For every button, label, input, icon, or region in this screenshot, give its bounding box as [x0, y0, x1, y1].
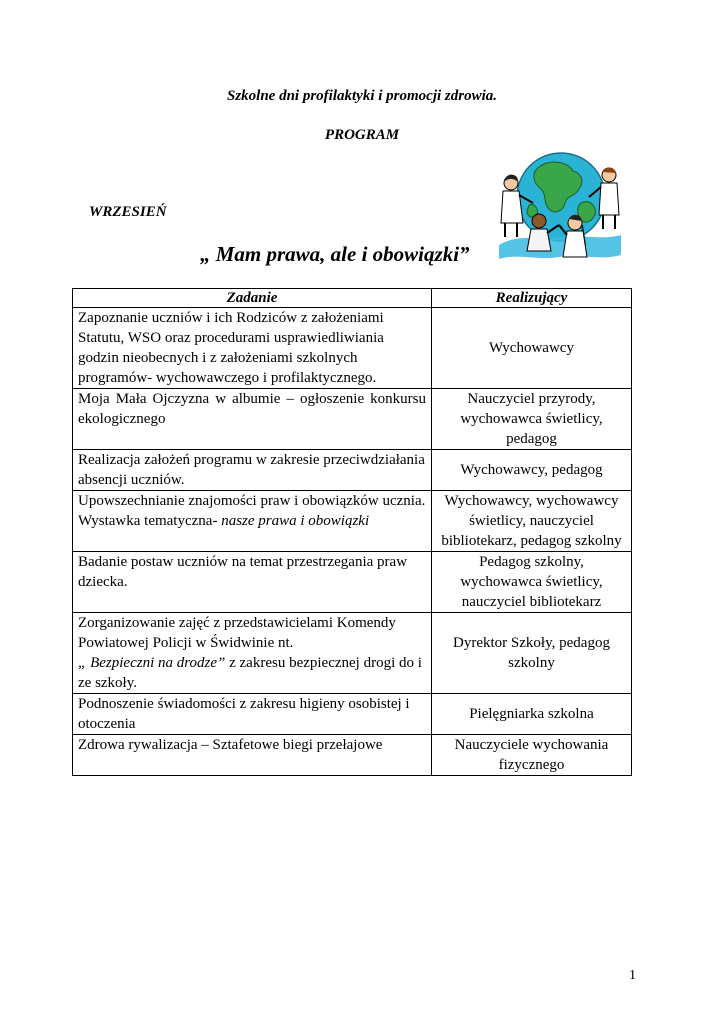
motto-heading: „ Mam prawa, ale i obowiązki” [200, 242, 470, 266]
task-cell: Podnoszenie świadomości z zakresu higieny osobistej i otoczenia [73, 694, 432, 735]
responsible-cell: Wychowawcy, pedagog [432, 450, 632, 491]
table-row [73, 308, 632, 389]
responsible-cell: Pielęgniarka szkolna [432, 694, 632, 735]
task-cell: Zapoznanie uczniów i ich Rodziców z założeniami Statutu, WSO oraz procedurami usprawiedliwiania godzin nieobecnych i z założeniami szkolnych programów- wychowawczego i profilaktycznego. [73, 308, 432, 389]
task-text-italic: „ Bezpieczni na drodze” [78, 655, 226, 671]
task-cell: Zdrowa rywalizacja – Sztafetowe biegi przełajowe [73, 735, 432, 776]
table-row [73, 389, 632, 450]
table-row [73, 491, 632, 552]
program-heading: PROGRAM [324, 127, 400, 143]
column-header-task: Zadanie [73, 289, 432, 308]
responsible-cell: Pedagog szkolny, wychowawca świetlicy, nauczyciel bibliotekarz [432, 552, 632, 613]
children-around-globe-icon [489, 145, 629, 271]
task-cell [73, 491, 432, 552]
table-row [73, 552, 632, 613]
task-cell: Realizacja założeń programu w zakresie przeciwdziałania absencji uczniów. [73, 450, 432, 491]
program-table [72, 288, 632, 776]
table-header-row [73, 289, 632, 308]
responsible-cell: Wychowawcy [432, 308, 632, 389]
task-text-plain: z zakresu bezpiecznej drogi do i ze szkoły. [78, 655, 422, 691]
task-text-plain: Wystawka tematyczna- [78, 513, 222, 529]
responsible-cell: Dyrektor Szkoły, pedagog szkolny [432, 613, 632, 694]
task-text-italic: nasze prawa i obowiązki [221, 513, 370, 529]
table-row [73, 694, 632, 735]
task-cell: Badanie postaw uczniów na temat przestrzegania praw dziecka. [73, 552, 432, 613]
table-row [73, 735, 632, 776]
task-cell [73, 613, 432, 694]
responsible-cell: Wychowawcy, wychowawcy świetlicy, nauczyciel bibliotekarz, pedagog szkolny [432, 491, 632, 552]
page-number: 1 [629, 968, 636, 983]
task-cell: Moja Mała Ojczyzna w albumie – ogłoszenie konkursu ekologicznego [73, 389, 432, 450]
month-heading: WRZESIEŃ [89, 204, 167, 220]
responsible-cell: Nauczyciel przyrody, wychowawca świetlicy, pedagog [432, 389, 632, 450]
task-text: Upowszechnianie znajomości praw i obowiązków ucznia. [78, 493, 426, 509]
task-text [78, 511, 426, 531]
table-row [73, 613, 632, 694]
document-title: Szkolne dni profilaktyki i promocji zdrowia. [226, 88, 498, 104]
column-header-responsible: Realizujący [432, 289, 632, 308]
responsible-cell: Nauczyciele wychowania fizycznego [432, 735, 632, 776]
task-text-plain: Zorganizowanie zajęć z przedstawicielami Komendy Powiatowej Policji w Świdwinie nt. [78, 615, 396, 651]
table-row [73, 450, 632, 491]
